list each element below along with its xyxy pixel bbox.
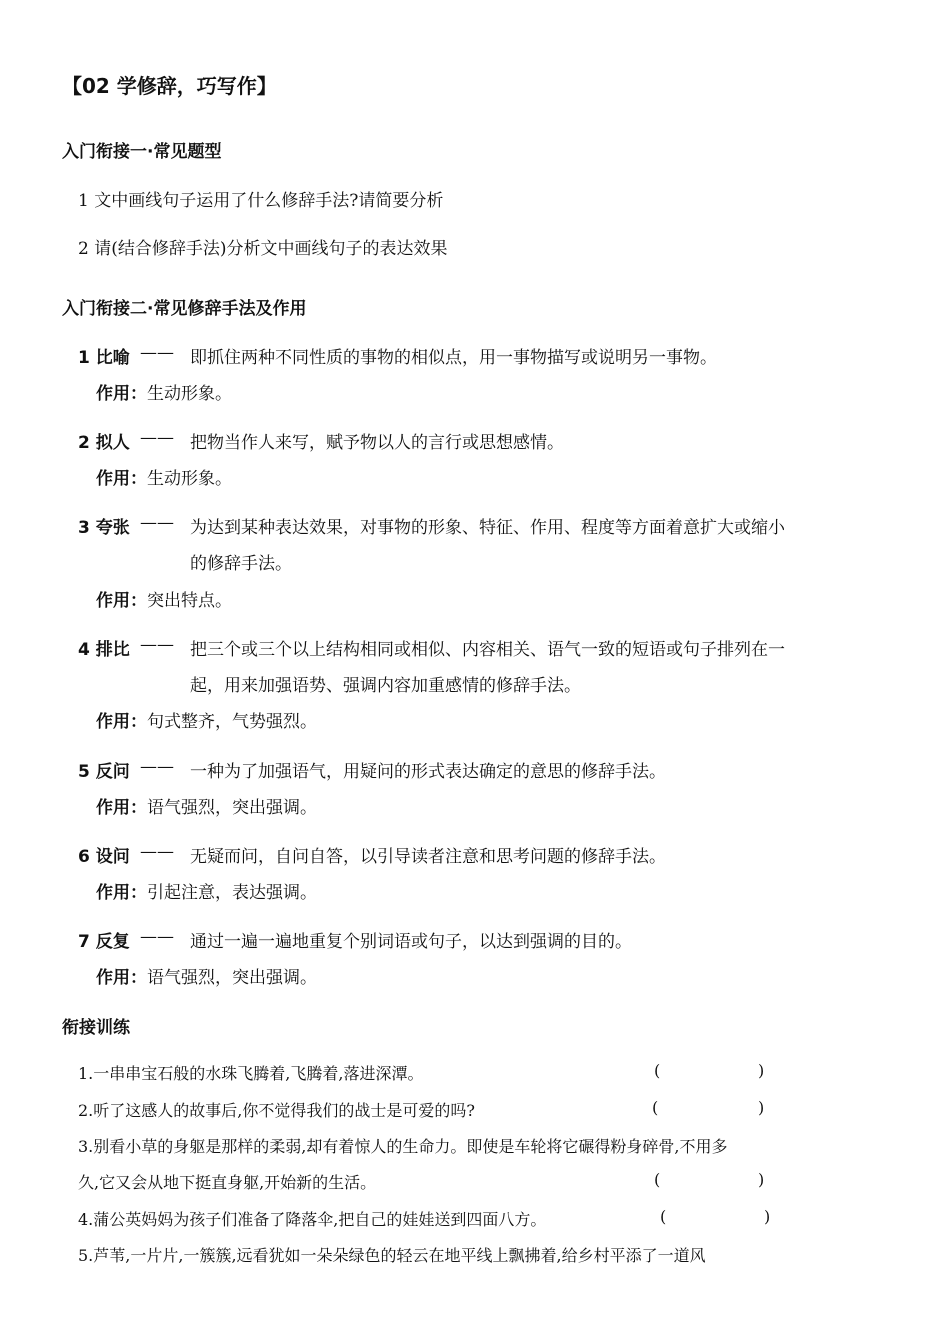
exercise-item: 1.一串串宝石般的水珠飞腾着,飞腾着,落进深潭。 (78, 1064, 424, 1083)
function-label: 作用： (96, 968, 147, 988)
function-label: 作用： (96, 883, 147, 903)
device-definition: 即抓住两种不同性质的事物的相似点，用一事物描写或说明另一事物。 (190, 348, 717, 368)
function-text: 突出特点。 (147, 591, 232, 611)
device-term: 5 反问 (78, 762, 130, 782)
answer-paren-close: ) (764, 1207, 771, 1226)
device-definition: 起，用来加强语势、强调内容加重感情的修辞手法。 (190, 676, 581, 696)
device-function (96, 707, 317, 732)
device-definition: 无疑而问，自问自答，以引导读者注意和思考问题的修辞手法。 (190, 847, 666, 867)
device-definition: 通过一遍一遍地重复个别词语或句子，以达到强调的目的。 (190, 932, 632, 952)
em-dash: —— (140, 635, 174, 655)
function-text: 生动形象。 (147, 469, 232, 489)
answer-paren-open: ( (654, 1061, 661, 1080)
answer-paren-close: ) (758, 1170, 765, 1189)
em-dash: —— (140, 513, 174, 533)
function-text: 语气强烈，突出强调。 (147, 798, 317, 818)
em-dash: —— (140, 842, 174, 862)
em-dash: —— (140, 343, 174, 363)
device-term: 7 反复 (78, 932, 130, 952)
question-type-item: 2 请(结合修辞手法)分析文中画线句子的表达效果 (78, 239, 448, 259)
device-definition: 把三个或三个以上结构相同或相似、内容相关、语气一致的短语或句子排列在一 (190, 640, 785, 660)
exercise-item: 2.听了这感人的故事后,你不觉得我们的战士是可爱的吗? (78, 1101, 475, 1120)
section-heading-common-question-types: 入门衔接一·常见题型 (62, 142, 222, 162)
function-label: 作用： (96, 712, 147, 732)
em-dash: —— (140, 927, 174, 947)
device-function (96, 878, 317, 903)
function-label: 作用： (96, 798, 147, 818)
device-definition: 的修辞手法。 (190, 554, 292, 574)
exercise-item-continued: 久,它又会从地下挺直身躯,开始新的生活。 (78, 1173, 377, 1192)
device-definition: 把物当作人来写，赋予物以人的言行或思想感情。 (190, 433, 564, 453)
em-dash: —— (140, 757, 174, 777)
section-heading-practice: 衔接训练 (62, 1018, 130, 1038)
question-type-item: 1 文中画线句子运用了什么修辞手法?请简要分析 (78, 191, 444, 211)
exercise-item: 5.芦苇,一片片,一簇簇,远看犹如一朵朵绿色的轻云在地平线上飘拂着,给乡村平添了一道风 (78, 1246, 706, 1265)
exercise-item: 3.别看小草的身躯是那样的柔弱,却有着惊人的生命力。即使是车轮将它碾得粉身碎骨,不用多 (78, 1137, 728, 1156)
device-term: 3 夸张 (78, 518, 130, 538)
device-term: 4 排比 (78, 640, 130, 660)
function-text: 引起注意，表达强调。 (147, 883, 317, 903)
device-term: 1 比喻 (78, 348, 130, 368)
answer-paren-open: ( (652, 1098, 659, 1117)
device-term: 2 拟人 (78, 433, 130, 453)
answer-paren-close: ) (758, 1098, 765, 1117)
section-heading-rhetorical-devices: 入门衔接二·常见修辞手法及作用 (62, 299, 307, 319)
device-term: 6 设问 (78, 847, 130, 867)
answer-paren-open: ( (660, 1207, 667, 1226)
device-function (96, 793, 317, 818)
function-text: 语气强烈，突出强调。 (147, 968, 317, 988)
function-label: 作用： (96, 591, 147, 611)
device-definition: 为达到某种表达效果，对事物的形象、特征、作用、程度等方面着意扩大或缩小 (190, 518, 785, 538)
function-label: 作用： (96, 469, 147, 489)
em-dash: —— (140, 428, 174, 448)
exercise-item: 4.蒲公英妈妈为孩子们准备了降落伞,把自己的娃娃送到四面八方。 (78, 1210, 547, 1229)
answer-paren-close: ) (758, 1061, 765, 1080)
device-function (96, 464, 232, 489)
answer-paren-open: ( (654, 1170, 661, 1189)
function-label: 作用： (96, 384, 147, 404)
page-title: 【02 学修辞，巧写作】 (62, 74, 277, 98)
function-text: 生动形象。 (147, 384, 232, 404)
device-function (96, 963, 317, 988)
device-definition: 一种为了加强语气，用疑问的形式表达确定的意思的修辞手法。 (190, 762, 666, 782)
device-function (96, 379, 232, 404)
function-text: 句式整齐，气势强烈。 (147, 712, 317, 732)
device-function (96, 586, 232, 611)
